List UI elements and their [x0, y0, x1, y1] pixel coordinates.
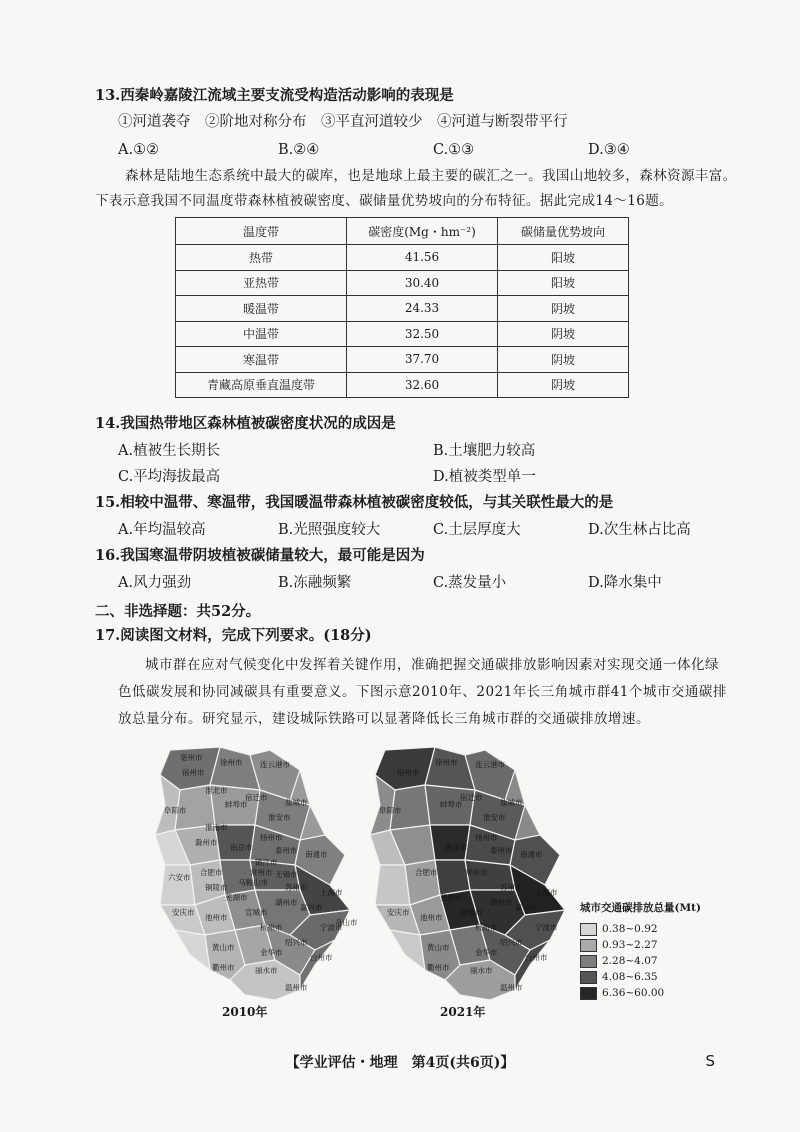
- map-city-label: 安庆市: [387, 908, 410, 917]
- map-city-label: 芜湖市: [225, 893, 248, 902]
- q15-stem: 15.相较中温带、寒温带，我国暖温带森林植被碳密度较低，与其关联性最大的是: [95, 494, 614, 511]
- map-city-label: 阜阳市: [379, 806, 402, 815]
- table-cell: 37.70: [347, 347, 498, 373]
- map-city-label: 湖州市: [275, 898, 298, 907]
- legend-item: [580, 937, 701, 953]
- map-city-label: 合肥市: [415, 868, 438, 877]
- legend-swatch: [580, 987, 597, 1000]
- q13-items: ①河道袭夺 ②阶地对称分布 ③平直河道较少 ④河道与断裂带平行: [118, 114, 568, 130]
- q14-stem: 14.我国热带地区森林植被碳密度状况的成因是: [95, 415, 396, 432]
- map-city-label: 无锡市: [275, 870, 298, 879]
- table-header-cell: 温度带: [176, 218, 347, 245]
- table-cell: 阴坡: [498, 321, 629, 347]
- map-city-label: 宣城市: [460, 908, 483, 917]
- map-city-label: 杭州市: [260, 923, 283, 932]
- map-city-label: 宿迁市: [245, 793, 268, 802]
- legend-item: [580, 921, 701, 937]
- map-2010: [150, 745, 360, 1010]
- map-2010-caption: 2010年: [222, 1005, 268, 1019]
- q14-option-d: D.植被类型单一: [433, 469, 536, 485]
- map-city-label: 宿州市: [397, 768, 420, 777]
- table-cell: 阳坡: [498, 270, 629, 296]
- map-city-label: 湖州市: [490, 898, 513, 907]
- footer-mark: S: [705, 1052, 715, 1070]
- map-city-label: 淮北市: [205, 786, 228, 795]
- map-city-label: 绍兴市: [285, 938, 308, 947]
- intro-line-2: 下表示意我国不同温度带森林植被碳密度、碳储量优势坡向的分布特征。据此完成14～16题。: [95, 193, 674, 209]
- legend-item: [580, 969, 701, 985]
- legend-item: [580, 953, 701, 969]
- q15-option-d: D.次生林占比高: [588, 522, 691, 538]
- map-city-label: 常州市: [250, 868, 273, 877]
- map-city-label: 南京市: [230, 843, 253, 852]
- map-city-label: 南通市: [305, 850, 328, 859]
- map-city-label: 丽水市: [470, 966, 493, 975]
- map-city-label: 芜湖市: [440, 893, 463, 902]
- q16-option-d: D.降水集中: [588, 575, 662, 591]
- q17-paragraph-line-3: 放总量分布。研究显示，建设城际铁路可以显著降低长三角城市群的交通碳排放增速。: [118, 711, 650, 727]
- legend-label: 4.08~6.35: [602, 971, 658, 983]
- table-row: [176, 321, 629, 347]
- table-cell: 热带: [176, 245, 347, 271]
- legend-title: 城市交通碳排放总量(Mt): [580, 902, 701, 914]
- map-city-label: 盐城市: [500, 798, 523, 807]
- legend-label: 6.36~60.00: [602, 987, 665, 999]
- legend-swatch: [580, 971, 597, 984]
- q14-option-b: B.土壤肥力较高: [433, 443, 536, 459]
- table-cell: 青藏高原垂直温度带: [176, 372, 347, 398]
- table-cell: 30.40: [347, 270, 498, 296]
- map-city-label: 徐州市: [220, 758, 243, 767]
- carbon-density-table: [175, 217, 629, 398]
- map-city-label: 苏州市: [285, 883, 308, 892]
- legend-item: [580, 985, 701, 1001]
- intro-line-1: 森林是陆地生态系统中最大的碳库，也是地球上最主要的碳汇之一。我国山地较多，森林资源丰富。: [125, 168, 737, 184]
- table-header-cell: 碳密度(Mg・hm⁻²): [347, 218, 498, 245]
- q17-paragraph-line-2: 色低碳发展和协同减碳具有重要意义。下图示意2010年、2021年长三角城市群41个城市交通碳排: [118, 684, 727, 700]
- legend-swatch: [580, 923, 597, 936]
- map-city-label: 宿州市: [182, 768, 205, 777]
- map-city-label: 温州市: [285, 983, 308, 992]
- map-city-label: 常州市: [465, 868, 488, 877]
- table-row: [176, 270, 629, 296]
- map-city-label: 池州市: [205, 913, 228, 922]
- map-legend: [580, 900, 701, 1001]
- q15-option-a: A.年均温较高: [118, 522, 206, 538]
- q13-option-c: C.①③: [433, 142, 475, 158]
- map-city-label: 杭州市: [475, 923, 498, 932]
- map-city-label: 镇江市: [255, 858, 278, 867]
- q13-stem: 13.西秦岭嘉陵江流域主要支流受构造活动影响的表现是: [95, 87, 454, 104]
- map-city-label: 台州市: [310, 953, 333, 962]
- table-header-row: [176, 218, 629, 245]
- legend-label: 0.93~2.27: [602, 939, 658, 951]
- q13-option-d: D.③④: [588, 142, 630, 158]
- map-city-label: 六安市: [168, 873, 191, 882]
- map-city-label: 绍兴市: [500, 938, 523, 947]
- map-city-label: 徐州市: [435, 758, 458, 767]
- map-city-label: 金华市: [260, 948, 283, 957]
- legend-swatch: [580, 939, 597, 952]
- table-row: [176, 372, 629, 398]
- map-city-label: 苏州市: [500, 883, 523, 892]
- legend-swatch: [580, 955, 597, 968]
- table-cell: 41.56: [347, 245, 498, 271]
- table-header-cell: 碳储量优势坡向: [498, 218, 629, 245]
- map-city-label: 衢州市: [212, 963, 235, 972]
- section-heading: 二、非选择题：共52分。: [95, 603, 261, 620]
- map-city-label: 扬州市: [260, 833, 283, 842]
- map-city-label: 连云港市: [475, 760, 505, 769]
- map-city-label: 铜陵市: [205, 883, 228, 892]
- map-city-label: 温州市: [500, 983, 523, 992]
- map-2021: [365, 745, 575, 1010]
- table-cell: 32.60: [347, 372, 498, 398]
- table-row: [176, 245, 629, 271]
- map-city-label: 黄山市: [427, 943, 450, 952]
- map-city-label: 嘉兴市: [515, 903, 538, 912]
- map-city-label: 宁波市: [320, 923, 343, 932]
- q16-stem: 16.我国寒温带阴坡植被碳储量较大，最可能是因为: [95, 547, 425, 564]
- map-city-label: 宿迁市: [460, 793, 483, 802]
- table-cell: 24.33: [347, 296, 498, 322]
- table-cell: 亚热带: [176, 270, 347, 296]
- map-city-label: 泰州市: [275, 846, 298, 855]
- map-city-label: 马鞍山市: [238, 878, 268, 887]
- table-cell: 阴坡: [498, 296, 629, 322]
- legend-label: 2.28~4.07: [602, 955, 658, 967]
- map-city-label: 黄山市: [212, 943, 235, 952]
- table-row: [176, 296, 629, 322]
- map-city-label: 蚌埠市: [440, 800, 463, 809]
- q16-option-a: A.风力强劲: [118, 575, 192, 591]
- map-city-label: 南京市: [445, 843, 468, 852]
- map-city-label: 连云港市: [260, 760, 290, 769]
- map-city-label: 舟山市: [335, 918, 358, 927]
- q15-option-c: C.土层厚度大: [433, 522, 521, 538]
- table-cell: 中温带: [176, 321, 347, 347]
- map-city-label: 淮安市: [268, 813, 291, 822]
- map-city-label: 台州市: [525, 953, 548, 962]
- table-row: [176, 347, 629, 373]
- q14-option-c: C.平均海拔最高: [118, 469, 221, 485]
- map-city-label: 亳州市: [180, 753, 203, 762]
- table-cell: 暖温带: [176, 296, 347, 322]
- table-cell: 寒温带: [176, 347, 347, 373]
- map-city-label: 安庆市: [172, 908, 195, 917]
- map-city-label: 淮南市: [205, 823, 228, 832]
- q13-option-a: A.①②: [118, 142, 160, 158]
- q15-option-b: B.光照强度较大: [278, 522, 381, 538]
- map-city-label: 扬州市: [475, 833, 498, 842]
- map-city-label: 嘉兴市: [300, 903, 323, 912]
- map-city-label: 滁州市: [195, 838, 218, 847]
- map-city-label: 宁波市: [535, 923, 558, 932]
- table-cell: 阴坡: [498, 347, 629, 373]
- map-city-label: 泰州市: [490, 846, 513, 855]
- table-cell: 32.50: [347, 321, 498, 347]
- map-city-label: 南通市: [520, 850, 543, 859]
- q17-paragraph-line-1: 城市群在应对气候变化中发挥着关键作用，准确把握交通碳排放影响因素对实现交通一体化绿: [145, 657, 719, 673]
- map-city-label: 盐城市: [285, 798, 308, 807]
- map-city-label: 淮安市: [483, 813, 506, 822]
- page-footer: 【学业评估・地理 第4页(共6页)】: [285, 1055, 515, 1071]
- q13-option-b: B.②④: [278, 142, 320, 158]
- map-city-label: 金华市: [475, 948, 498, 957]
- q14-option-a: A.植被生长期长: [118, 443, 221, 459]
- table-cell: 阳坡: [498, 245, 629, 271]
- map-2021-caption: 2021年: [440, 1005, 486, 1019]
- map-city-label: 合肥市: [200, 868, 223, 877]
- map-city-label: 上海市: [320, 888, 343, 897]
- map-city-label: 阜阳市: [164, 806, 187, 815]
- map-city-label: 衢州市: [427, 963, 450, 972]
- map-city-label: 宣城市: [245, 908, 268, 917]
- map-city-label: 上海市: [535, 888, 558, 897]
- legend-label: 0.38~0.92: [602, 923, 658, 935]
- q16-option-c: C.蒸发量小: [433, 575, 507, 591]
- map-city-label: 丽水市: [255, 966, 278, 975]
- table-cell: 阴坡: [498, 372, 629, 398]
- map-city-label: 蚌埠市: [225, 800, 248, 809]
- map-city-label: 池州市: [420, 913, 443, 922]
- q16-option-b: B.冻融频繁: [278, 575, 352, 591]
- q17-stem: 17.阅读图文材料，完成下列要求。(18分): [95, 627, 372, 644]
